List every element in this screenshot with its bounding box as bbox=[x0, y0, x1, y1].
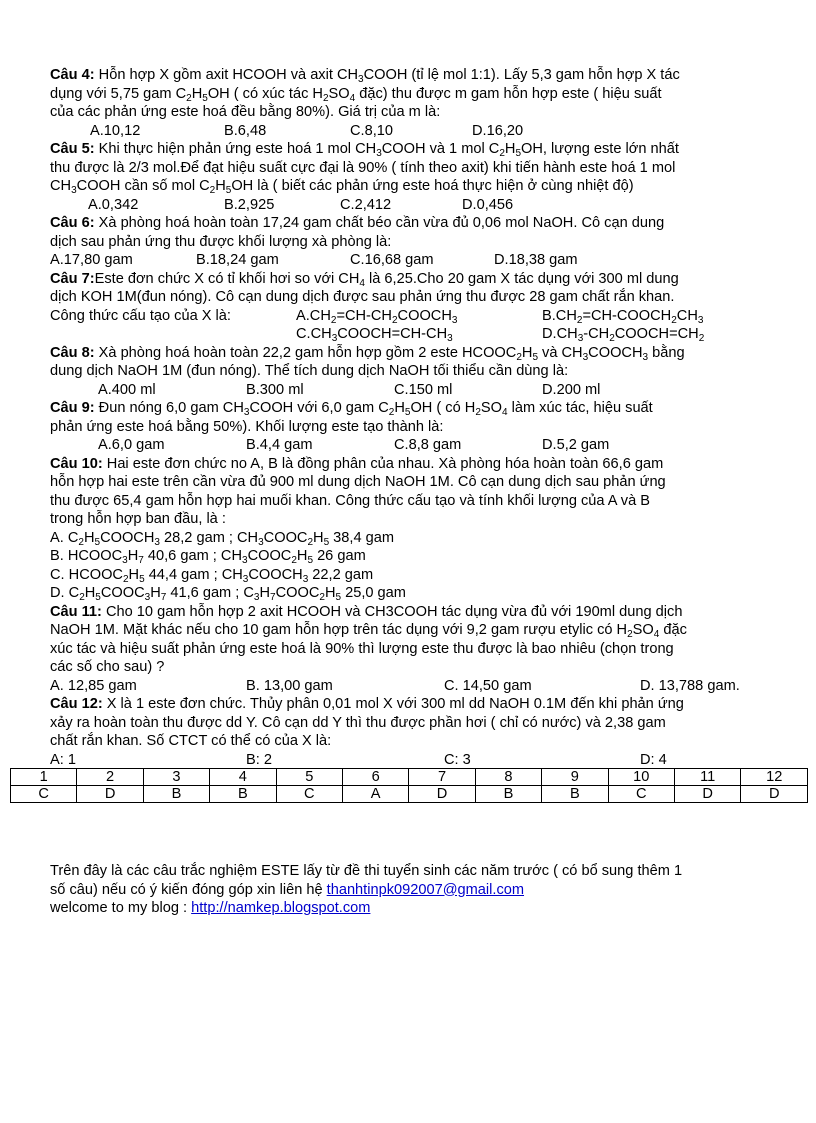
blog-link[interactable]: http://namkep.blogspot.com bbox=[191, 900, 371, 916]
answer-number-cell: 3 bbox=[143, 769, 209, 786]
q6-option-d: D.18,38 gam bbox=[494, 252, 578, 268]
q12-option-a: A: 1 bbox=[50, 751, 76, 768]
subscript: 3 bbox=[154, 536, 160, 548]
q4-option-d: D.16,20 bbox=[472, 122, 524, 139]
subscript: 7 bbox=[160, 592, 167, 603]
q8-option-c: C.150 ml bbox=[394, 381, 453, 398]
q10-line-1 bbox=[50, 455, 772, 474]
q4-line-2 bbox=[50, 85, 772, 104]
subscript: 5 bbox=[515, 148, 522, 159]
q5-option-b: B.2,925 bbox=[224, 196, 275, 213]
q8-line-2: dung dịch NaOH 1M (đun nóng). Thể tích dung dịch NaOH tối thiểu cần dùng là: bbox=[50, 363, 569, 379]
subscript: 3 bbox=[242, 573, 249, 585]
q9-option-a: A.6,0 gam bbox=[98, 437, 165, 453]
q7-option-a: $A.CH_2=CH-CH_2COOCH_3$ bbox=[296, 307, 458, 326]
q10-text-1: Hai este đơn chức no A, B là đồng phân của nhau. Xà phòng hóa hoàn toàn 66,6 gam bbox=[102, 455, 664, 472]
answer-key-cell: B bbox=[542, 786, 608, 803]
email-link[interactable]: thanhtinpk092007@gmail.com bbox=[326, 881, 525, 898]
q10-label: Câu 10: bbox=[50, 455, 103, 472]
q6-option-b: B.18,24 gam bbox=[196, 252, 279, 268]
answer-key-cell: D bbox=[674, 786, 740, 803]
subscript: 2 bbox=[291, 555, 297, 566]
answer-key-row bbox=[11, 786, 808, 803]
subscript: 4 bbox=[359, 277, 365, 289]
subscript: 5 bbox=[307, 555, 314, 566]
answer-key-cell: D bbox=[409, 786, 475, 803]
q11-options bbox=[50, 677, 772, 696]
q8-option-a: A.400 ml bbox=[98, 381, 156, 398]
q4-label: Câu 4: bbox=[50, 67, 95, 83]
q10-line-3: thu được 65,4 gam hỗn hợp hai muối khan. Công thức cấu tạo và tính khối lượng của A và B bbox=[50, 492, 650, 509]
subscript: 2 bbox=[516, 351, 522, 363]
answer-key-cell: D bbox=[77, 786, 143, 803]
answer-key-cell: B bbox=[143, 786, 209, 803]
q7-text-3: Công thức cấu tạo của X là: bbox=[50, 307, 231, 324]
q11-line-3: xúc tác và hiệu suất phản ứng este hoá là 90% thì lượng este thu được là bao nhiêu (chọn trong bbox=[50, 640, 674, 657]
q8-option-b: B.300 ml bbox=[246, 381, 304, 398]
answer-number-cell: 7 bbox=[409, 769, 475, 786]
q9-option-b: B.4,4 gam bbox=[246, 437, 313, 453]
q4-text-2: dụng với 5,75 gam $C_2H_5OH$ ( có xúc tác $H_2SO_4$ đặc) thu được m gam hỗn hợp este ( hiệu suất bbox=[50, 85, 662, 104]
q5-text-3: $CH_3COOH$ cần số mol $C_2H_5OH$ là ( biết các phản ứng este hoá thực hiện ở cùng nhiệt độ) bbox=[50, 178, 634, 196]
q10-line-4: trong hỗn hợp ban đầu, là : bbox=[50, 511, 226, 527]
q9-options bbox=[50, 436, 772, 455]
answer-key-cell: B bbox=[210, 786, 276, 803]
q11-text-2: NaOH 1M. Mặt khác nếu cho 10 gam hỗn hợp trên tác dụng với 9,2 gam rượu etylic có $H_2SO_4$ đặc bbox=[50, 622, 687, 640]
subscript: 5 bbox=[225, 185, 232, 196]
q8-options bbox=[50, 381, 772, 400]
q10-line-2: hỗn hợp hai este trên cần vừa đủ 900 ml dung dịch NaOH 1M. Cô cạn dung dịch sau phản ứng bbox=[50, 474, 666, 490]
q4-option-c: C.8,10 bbox=[350, 122, 393, 139]
answer-key-cell: C bbox=[608, 786, 674, 803]
q12-line-3: chất rắn khan. Số CTCT có thể có của X là: bbox=[50, 733, 332, 749]
subscript: 3 bbox=[447, 333, 453, 344]
subscript: 3 bbox=[376, 148, 382, 159]
subscript: 5 bbox=[335, 592, 342, 603]
answer-key-cell: B bbox=[475, 786, 541, 803]
q11-option-b: B. 13,00 gam bbox=[246, 677, 333, 694]
answer-key-cell: A bbox=[342, 786, 408, 803]
subscript: 3 bbox=[144, 592, 151, 603]
q12-option-c: C: 3 bbox=[444, 751, 471, 768]
subscript: 5 bbox=[95, 592, 101, 603]
q5-options bbox=[50, 196, 772, 215]
q4-option-a: A.10,12 bbox=[90, 122, 141, 139]
subscript: 5 bbox=[532, 351, 538, 363]
subscript: 2 bbox=[698, 333, 705, 344]
answer-number-cell: 8 bbox=[475, 769, 541, 786]
subscript: 5 bbox=[404, 407, 411, 418]
q6-option-c: C.16,68 gam bbox=[350, 252, 434, 268]
q7-text-1: Este đơn chức X có tỉ khối hơi so với $CH_4$ là 6,25.Cho 20 gam X tác dụng với 300 ml dung bbox=[94, 270, 679, 289]
q9-label: Câu 9: bbox=[50, 400, 95, 416]
q5-option-a: A.0,342 bbox=[88, 196, 139, 213]
footer-contact-text: số câu) nếu có ý kiến đóng góp xin liên hệ bbox=[50, 881, 327, 898]
subscript: 3 bbox=[243, 407, 250, 418]
q9-text-1: Đun nóng 6,0 gam $CH_3COOH$ với 6,0 gam $C_2H_5OH$ ( có $H_2SO_4$ làm xúc tác, hiệu suất bbox=[94, 400, 653, 418]
answer-number-cell: 2 bbox=[77, 769, 143, 786]
subscript: 2 bbox=[307, 536, 314, 548]
q8-text-1: Xà phòng hoá hoàn toàn 22,2 gam hỗn hợp gồm 2 este $HCOOC_2H_5$ và $CH_3COOCH_3$ bằng bbox=[94, 344, 685, 363]
q6-line-1 bbox=[50, 214, 772, 233]
footer-blog-text: welcome to my blog : bbox=[50, 900, 192, 916]
q6-option-a: A.17,80 gam bbox=[50, 252, 133, 268]
q7-line-2: dịch KOH 1M(đun nóng). Cô cạn dung dịch được sau phản ứng thu được 28 gam chất rắn khan. bbox=[50, 289, 675, 305]
q9-option-c: C.8,8 gam bbox=[394, 437, 462, 453]
q5-line-2: thu được là 2/3 mol.Để đạt hiệu suất cực đại là 90% ( tính theo axit) khi tiến hành este hoá 1 mol bbox=[50, 159, 676, 176]
answer-key-cell: C bbox=[11, 786, 77, 803]
subscript: 5 bbox=[94, 536, 101, 548]
q7-option-d: $D.CH_3-CH_2COOCH=CH_2$ bbox=[542, 326, 705, 344]
q5-line-3 bbox=[50, 177, 772, 196]
q11-line-1 bbox=[50, 603, 772, 622]
subscript: 2 bbox=[576, 314, 583, 326]
q7-line-1 bbox=[50, 270, 772, 289]
questions-section bbox=[50, 66, 772, 769]
footer-line-3 bbox=[50, 899, 780, 918]
q12-line-2: xảy ra hoàn toàn thu được dd Y. Cô cạn dd Y thì thu được phần hơi ( chỉ có nước) và 2,38 gam bbox=[50, 714, 666, 731]
subscript: 2 bbox=[209, 185, 216, 196]
subscript: 7 bbox=[270, 592, 276, 603]
answer-number-cell: 1 bbox=[11, 769, 77, 786]
subscript: 2 bbox=[475, 407, 481, 418]
q4-line-1 bbox=[50, 66, 772, 85]
q7-label: Câu 7: bbox=[50, 270, 95, 287]
subscript: 4 bbox=[653, 629, 660, 640]
subscript: 3 bbox=[697, 314, 704, 326]
q11-option-a: A. 12,85 gam bbox=[50, 677, 137, 694]
answer-number-cell: 5 bbox=[276, 769, 342, 786]
q7-option-b: $B.CH_2=CH-COOCH_2CH_3$ bbox=[542, 307, 704, 326]
q4-option-b: B.6,48 bbox=[224, 122, 267, 139]
answer-number-cell: 10 bbox=[608, 769, 674, 786]
q12-option-d: D: 4 bbox=[640, 751, 667, 768]
q6-text-1: Xà phòng hoá hoàn toàn 17,24 gam chất béo cần vừa đủ 0,06 mol NaOH. Cô cạn dung bbox=[94, 215, 665, 231]
q12-text-1: X là 1 este đơn chức. Thủy phân 0,01 mol X với 300 ml dd NaOH 0.1M đến khi phản ứng bbox=[102, 696, 684, 712]
subscript: 5 bbox=[139, 573, 145, 585]
q10-option-c: C. $HCOOC_2H_5$ 44,4 gam ; $CH_3COOCH_3$ 22,2 gam bbox=[50, 566, 374, 585]
q12-label: Câu 12: bbox=[50, 696, 103, 712]
subscript: 3 bbox=[582, 351, 589, 363]
subscript: 2 bbox=[391, 314, 398, 326]
subscript: 5 bbox=[323, 536, 330, 548]
subscript: 2 bbox=[609, 333, 615, 344]
q11-option-c: C. 14,50 gam bbox=[444, 677, 532, 694]
q5-text-1: Khi thực hiện phản ứng este hoá 1 mol $CH_3COOH$ và 1 mol $C_2H_5OH$, lượng este lớn nhất bbox=[94, 141, 679, 159]
q6-label: Câu 6: bbox=[50, 215, 95, 231]
subscript: 2 bbox=[186, 92, 192, 104]
answer-number-cell: 6 bbox=[342, 769, 408, 786]
subscript: 3 bbox=[253, 592, 260, 603]
footer-line-1: Trên đây là các câu trắc nghiệm ESTE lấy từ đề thi tuyển sinh các năm trước ( có bổ sung thêm 1 bbox=[50, 863, 683, 879]
footer-line-2 bbox=[50, 881, 780, 900]
q12-options bbox=[50, 751, 772, 770]
subscript: 2 bbox=[499, 148, 505, 159]
answer-key-cell: C bbox=[276, 786, 342, 803]
q10-option-d: D. $C_2H_5COOC_3H_7$ 41,6 gam ; $C_3H_7COOC_2H_5$ 25,0 gam bbox=[50, 585, 406, 603]
subscript: 3 bbox=[258, 536, 264, 548]
subscript: 4 bbox=[501, 407, 508, 418]
q11-text-1: Cho 10 gam hỗn hợp 2 axit HCOOH và CH3COOH tác dụng vừa đủ với 190ml dung dịch bbox=[101, 603, 683, 620]
q12-line-1 bbox=[50, 695, 772, 714]
q5-option-d: D.0,456 bbox=[462, 196, 514, 213]
q4-line-3: của các phản ứng este hoá đều bằng 80%). Giá trị của m là: bbox=[50, 104, 441, 120]
q11-line-2 bbox=[50, 621, 772, 640]
answer-number-cell: 11 bbox=[674, 769, 740, 786]
q6-options bbox=[50, 251, 772, 270]
subscript: 3 bbox=[577, 333, 584, 344]
q7-option-c: $C.CH_3COOCH=CH-CH_3$ bbox=[296, 326, 453, 344]
q8-line-1 bbox=[50, 344, 772, 363]
q4-text-1: Hỗn hợp X gồm axit HCOOH và axit $CH_3COOH$ (tỉ lệ mol 1:1). Lấy 5,3 gam hỗn hợp X tác bbox=[94, 67, 680, 85]
q8-option-d: D.200 ml bbox=[542, 381, 601, 398]
answer-number-row bbox=[11, 769, 808, 786]
subscript: 2 bbox=[388, 407, 395, 418]
q7-line-3 bbox=[50, 307, 772, 326]
q4-options bbox=[50, 122, 772, 141]
q7-line-4 bbox=[50, 325, 772, 344]
answer-number-cell: 4 bbox=[210, 769, 276, 786]
subscript: 4 bbox=[349, 92, 356, 104]
q5-line-1 bbox=[50, 140, 772, 159]
subscript: 7 bbox=[138, 555, 144, 566]
subscript: 2 bbox=[671, 314, 677, 326]
subscript: 2 bbox=[319, 592, 325, 603]
subscript: 5 bbox=[202, 92, 208, 104]
subscript: 3 bbox=[358, 74, 364, 85]
q11-line-4: các số cho sau) ? bbox=[50, 659, 165, 675]
q12-option-b: B: 2 bbox=[246, 751, 272, 768]
q9-line-1 bbox=[50, 399, 772, 418]
answer-number-cell: 9 bbox=[542, 769, 608, 786]
answer-number-cell: 12 bbox=[741, 769, 808, 786]
subscript: 3 bbox=[242, 555, 248, 566]
q11-option-d: D. 13,788 gam. bbox=[640, 677, 740, 694]
q10-option-b: B. $HCOOC_3H_7$ 40,6 gam ; $CH_3COOC_2H_5$ 26 gam bbox=[50, 548, 366, 566]
subscript: 3 bbox=[122, 555, 128, 566]
q5-label: Câu 5: bbox=[50, 141, 95, 157]
q9-option-d: D.5,2 gam bbox=[542, 437, 610, 453]
subscript: 2 bbox=[322, 92, 329, 104]
q6-line-2: dịch sau phản ứng thu được khối lượng xà phòng là: bbox=[50, 233, 392, 250]
subscript: 3 bbox=[331, 333, 338, 344]
subscript: 3 bbox=[642, 351, 649, 363]
subscript: 2 bbox=[78, 536, 84, 548]
subscript: 2 bbox=[122, 573, 129, 585]
q9-line-2: phản ứng este hoá bằng 50%). Khối lượng este tạo thành là: bbox=[50, 418, 444, 435]
q10-option-a: A. $C_2H_5COOCH_3$ 28,2 gam ; $CH_3COOC_2H_5$ 38,4 gam bbox=[50, 529, 395, 548]
subscript: 3 bbox=[451, 314, 458, 326]
subscript: 3 bbox=[71, 185, 77, 196]
q11-label: Câu 11: bbox=[50, 603, 102, 620]
answer-key-cell: D bbox=[741, 786, 808, 803]
footer bbox=[50, 862, 780, 918]
q8-label: Câu 8: bbox=[50, 344, 95, 361]
subscript: 2 bbox=[330, 314, 337, 326]
answer-table bbox=[10, 768, 808, 803]
subscript: 2 bbox=[627, 629, 633, 640]
subscript: 3 bbox=[302, 573, 309, 585]
q5-option-c: C.2,412 bbox=[340, 196, 392, 213]
subscript: 2 bbox=[79, 592, 85, 603]
